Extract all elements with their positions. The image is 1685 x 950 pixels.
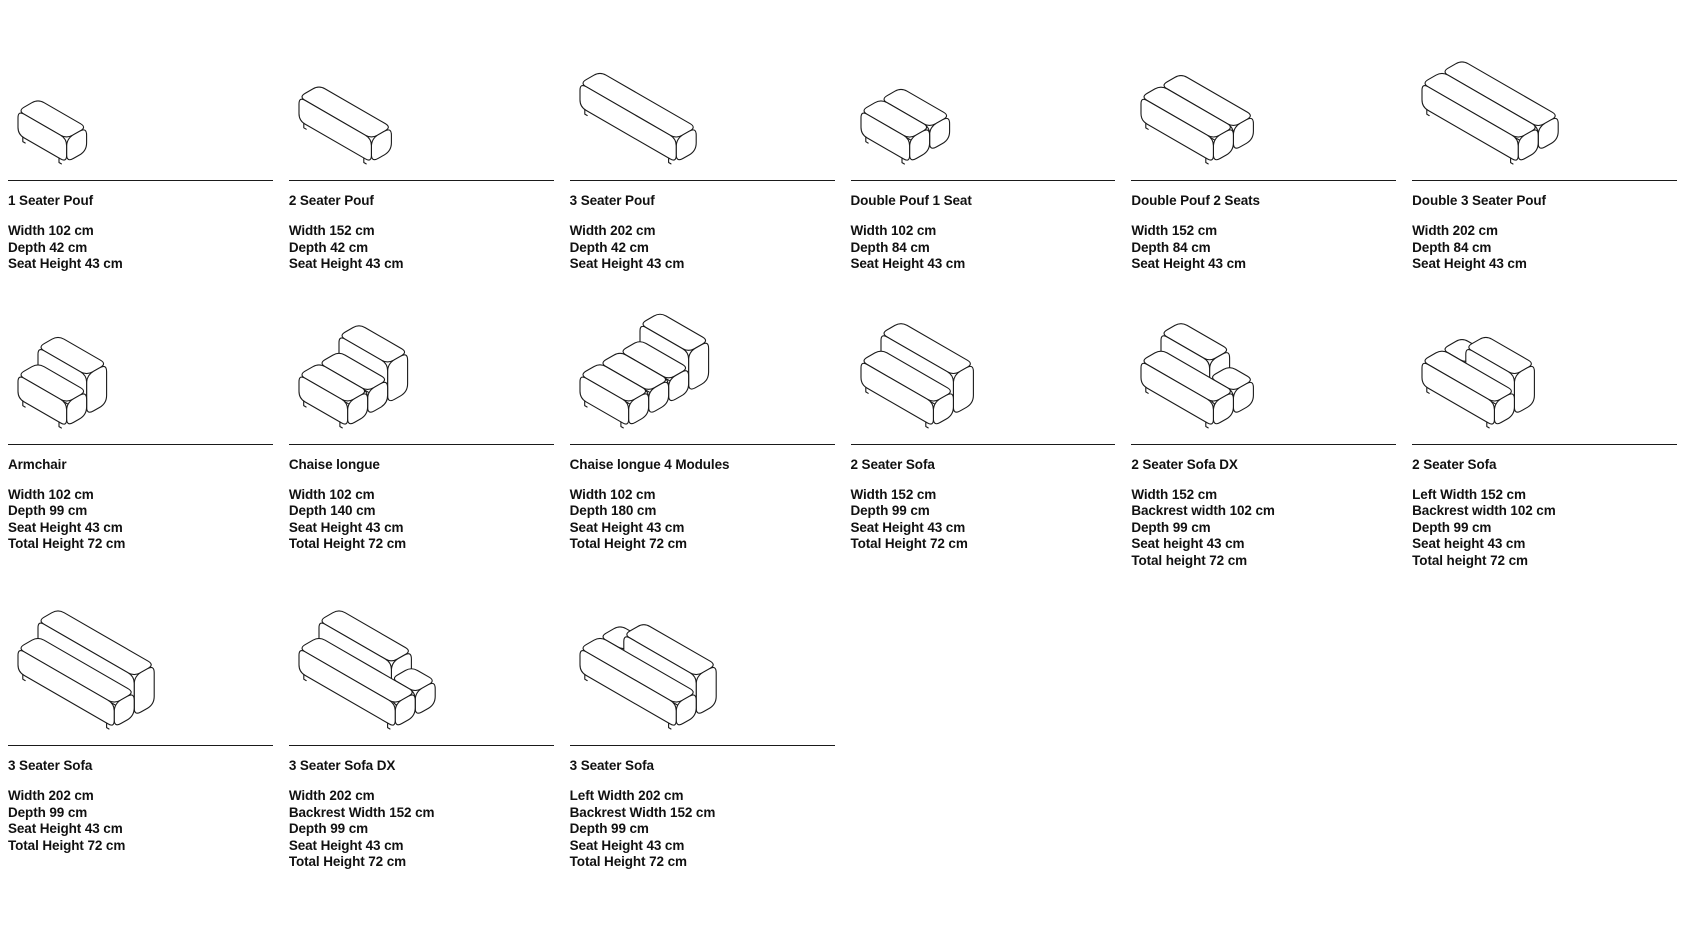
spec-line: Total Height 72 cm — [850, 536, 968, 551]
pouf-3-icon — [570, 33, 745, 168]
spec-line: Seat Height 43 cm — [850, 519, 966, 535]
divider-rule — [851, 444, 1116, 445]
sofa-2-sx-icon — [1412, 297, 1587, 432]
spec-line: Seat height 43 cm — [1412, 536, 1526, 551]
product-figure — [851, 0, 1116, 180]
spec-line: Width 102 cm — [288, 486, 375, 502]
product-title: Double 3 Seater Pouf — [1412, 193, 1546, 208]
spec-line: Depth 42 cm — [569, 239, 649, 255]
sofa-2-dx-icon — [1131, 297, 1306, 432]
product-specs — [1412, 487, 1677, 570]
divider-rule — [1412, 180, 1677, 181]
product-specs — [289, 223, 554, 273]
product-specs — [851, 223, 1116, 273]
sofa-3-icon — [8, 598, 183, 733]
divider-rule — [1131, 444, 1396, 445]
armchair-icon — [8, 297, 183, 432]
spec-line: Depth 99 cm — [1412, 519, 1492, 535]
product-card — [1412, 299, 1677, 570]
divider-rule — [570, 745, 835, 746]
product-title: Chaise longue — [288, 456, 380, 472]
spec-line: Width 202 cm — [288, 788, 375, 803]
spec-line: Seat Height 43 cm — [288, 256, 404, 271]
product-card — [570, 595, 835, 871]
spec-line: Width 152 cm — [1131, 223, 1218, 238]
product-figure — [289, 299, 554, 444]
product-figure — [1131, 299, 1396, 444]
divider-rule — [1412, 444, 1677, 445]
product-title: Double Pouf 2 Seats — [1131, 193, 1260, 208]
product-card — [570, 299, 835, 570]
product-specs — [1131, 487, 1396, 570]
double-pouf-1-icon — [851, 33, 1026, 168]
product-card — [570, 0, 835, 273]
pouf-1-icon — [8, 33, 183, 168]
spec-line: Backrest width 102 cm — [1131, 503, 1275, 518]
product-title: 2 Seater Sofa DX — [1131, 456, 1238, 472]
product-title: 3 Seater Sofa DX — [288, 758, 396, 773]
product-specs — [289, 487, 554, 553]
divider-rule — [289, 745, 554, 746]
spec-line: Width 202 cm — [1412, 223, 1498, 238]
spec-line: Depth 84 cm — [1131, 239, 1211, 255]
spec-line: Seat Height 43 cm — [569, 519, 685, 535]
pouf-2-icon — [289, 33, 464, 168]
sofa-2-icon — [851, 297, 1026, 432]
spec-line: Depth 99 cm — [569, 821, 649, 836]
spec-line: Total Height 72 cm — [8, 536, 126, 551]
product-figure — [1131, 0, 1396, 180]
product-figure — [1412, 299, 1677, 444]
spec-line: Total Height 72 cm — [569, 854, 687, 869]
product-figure — [570, 299, 835, 444]
product-figure — [8, 299, 273, 444]
product-title: Armchair — [8, 456, 67, 472]
spec-line: Seat Height 43 cm — [8, 821, 123, 836]
divider-rule — [8, 180, 273, 181]
divider-rule — [8, 444, 273, 445]
product-card — [1131, 0, 1396, 273]
spec-line: Left Width 202 cm — [569, 788, 684, 803]
product-title: 3 Seater Sofa — [569, 758, 654, 773]
spec-line: Total Height 72 cm — [8, 837, 126, 853]
product-title: 3 Seater Pouf — [569, 193, 655, 208]
product-specs — [570, 223, 835, 273]
sofa-3-sx-icon — [570, 598, 745, 733]
divider-rule — [8, 745, 273, 746]
product-title: 3 Seater Sofa — [8, 758, 93, 773]
product-card — [8, 0, 273, 273]
spec-line: Width 152 cm — [1131, 486, 1218, 502]
spec-line: Seat Height 43 cm — [569, 256, 685, 271]
product-card — [8, 299, 273, 570]
spec-line: Seat height 43 cm — [1131, 536, 1245, 551]
spec-line: Depth 99 cm — [288, 821, 369, 836]
product-specs — [8, 788, 273, 854]
spec-line: Depth 42 cm — [8, 239, 88, 255]
spec-line: Backrest Width 152 cm — [288, 804, 435, 820]
product-specs — [289, 788, 554, 871]
double-pouf-3-icon — [1412, 33, 1587, 168]
spec-line: Depth 42 cm — [288, 239, 369, 255]
spec-line: Total height 72 cm — [1412, 552, 1528, 568]
product-figure — [289, 595, 554, 745]
spec-line: Seat Height 43 cm — [569, 837, 685, 853]
product-title: 1 Seater Pouf — [8, 193, 93, 208]
product-specs — [570, 788, 835, 871]
product-card — [851, 299, 1116, 570]
spec-line: Seat Height 43 cm — [288, 837, 404, 853]
spec-line: Depth 140 cm — [288, 503, 376, 518]
product-card — [1412, 0, 1677, 273]
spec-line: Depth 99 cm — [8, 804, 88, 820]
product-figure — [570, 595, 835, 745]
spec-line: Width 102 cm — [569, 486, 656, 502]
chaise-longue-icon — [289, 297, 464, 432]
product-card — [289, 595, 554, 871]
product-card — [851, 0, 1116, 273]
product-title: Chaise longue 4 Modules — [569, 456, 730, 472]
spec-line: Seat Height 43 cm — [288, 519, 404, 535]
spec-line: Seat Height 43 cm — [8, 256, 123, 271]
product-specs — [8, 223, 273, 273]
sofa-3-dx-icon — [289, 598, 464, 733]
product-figure — [851, 299, 1116, 444]
product-title: Double Pouf 1 Seat — [850, 193, 972, 208]
product-card — [289, 299, 554, 570]
product-title: 2 Seater Sofa — [850, 456, 935, 472]
product-specs — [851, 487, 1116, 553]
product-specs — [1131, 223, 1396, 273]
spec-line: Seat Height 43 cm — [850, 256, 966, 271]
spec-line: Depth 180 cm — [569, 503, 657, 518]
product-card — [1131, 299, 1396, 570]
divider-rule — [570, 180, 835, 181]
divider-rule — [289, 444, 554, 445]
spec-line: Backrest width 102 cm — [1412, 503, 1556, 518]
divider-rule — [851, 180, 1116, 181]
spec-line: Width 102 cm — [8, 486, 94, 502]
double-pouf-2-icon — [1131, 33, 1306, 168]
spec-line: Depth 99 cm — [850, 503, 930, 518]
divider-rule — [570, 444, 835, 445]
spec-line: Total Height 72 cm — [569, 536, 687, 551]
product-figure — [570, 0, 835, 180]
spec-line: Left Width 152 cm — [1412, 486, 1526, 502]
product-figure — [289, 0, 554, 180]
spec-line: Seat Height 43 cm — [8, 519, 123, 535]
product-title: 2 Seater Sofa — [1412, 456, 1497, 472]
divider-rule — [1131, 180, 1396, 181]
product-specs — [570, 487, 835, 553]
spec-line: Depth 99 cm — [8, 503, 88, 518]
product-card — [8, 595, 273, 871]
spec-line: Seat Height 43 cm — [1412, 256, 1527, 271]
spec-line: Total Height 72 cm — [288, 854, 407, 869]
product-figure — [8, 0, 273, 180]
spec-line: Depth 84 cm — [1412, 239, 1492, 255]
spec-line: Seat Height 43 cm — [1131, 256, 1246, 271]
spec-line: Depth 99 cm — [1131, 519, 1211, 535]
spec-line: Width 152 cm — [850, 486, 937, 502]
spec-line: Width 202 cm — [8, 788, 94, 803]
spec-line: Total height 72 cm — [1131, 552, 1248, 568]
product-figure — [8, 595, 273, 745]
divider-rule — [289, 180, 554, 181]
spec-line: Total Height 72 cm — [288, 536, 407, 551]
chaise-longue-4-icon — [570, 297, 745, 432]
product-title: 2 Seater Pouf — [288, 193, 374, 208]
spec-line: Backrest Width 152 cm — [569, 804, 716, 820]
spec-line: Width 152 cm — [288, 223, 375, 238]
product-specs — [8, 487, 273, 553]
product-card — [289, 0, 554, 273]
product-figure — [1412, 0, 1677, 180]
spec-line: Width 102 cm — [8, 223, 94, 238]
spec-line: Depth 84 cm — [850, 239, 930, 255]
product-specs — [1412, 223, 1677, 273]
spec-line: Width 202 cm — [569, 223, 656, 238]
spec-line: Width 102 cm — [850, 223, 937, 238]
